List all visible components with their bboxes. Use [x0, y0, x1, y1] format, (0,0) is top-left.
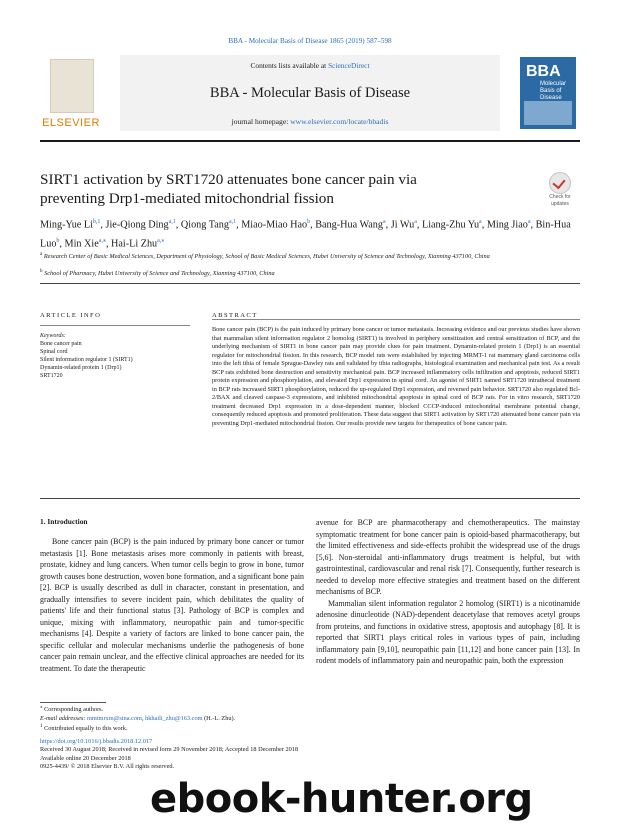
affiliation-rule: [40, 283, 580, 284]
check-updates-icon: [549, 172, 571, 194]
intro-paragraph-1: Bone cancer pain (BCP) is the pain induced by primary bone cancer or tumor metastasis [1]. Bone metastasis arises more commonly in patients with breast, prostate, kidney and lung cancers. When tumor cells begin to grow in bone, tumor growth causes bone destruction, woven bone formation, and a significant bone pain [2]. BCP is usually described as dull in character, constant in presentation, and gradually intensifies to severe incident pain, which debilitates the quality of patients' life and their functional status [3]. Pathology of BCP is complex and unique, mixing with inflammatory, neuropathic pain and tumor-specific mechanisms [4]. Despite a variety of factors are linked to bone cancer pain, the specific cellular and molecular mechanisms underlie the pathogenesis of bone cancer pain remain unclear, and the effective clinical approaches are needed for its treatment. To date the therapeutic: [40, 537, 304, 673]
author-affiliation-mark: a,1: [168, 219, 176, 225]
article-info-rule: [40, 325, 190, 326]
affiliation-text: Research Center of Basic Medical Sciences, Department of Physiology, School of Basic Medical Sciences, Hubei University of Science and Technology, Xianning 437100, China: [43, 253, 490, 261]
footnote-corresponding: ⁎ Corresponding authors.: [40, 705, 104, 714]
affiliation-a: [40, 251, 560, 261]
author-affiliation-mark: b: [56, 238, 60, 245]
author[interactable]: Miao-Miao Hao: [241, 219, 308, 231]
author-affiliation-mark: a,1: [228, 219, 237, 225]
footnote-email: [40, 715, 340, 723]
author-affiliation-mark: b: [307, 219, 311, 225]
affiliation-b: [40, 268, 560, 278]
cover-title: BBA: [526, 63, 561, 80]
received-dates: Received 30 August 2018; Received in revised form 29 November 2018; Accepted 18 December 2018: [40, 746, 299, 754]
article-info-heading: ARTICLE INFO: [40, 312, 102, 319]
equal-contribution-text: Contributed equally to this work.: [44, 725, 128, 732]
affiliation-text: School of Pharmacy, Hubei University of Science and Technology, Xianning 437100, China: [44, 270, 275, 278]
keyword: SRT1720: [40, 373, 63, 379]
intro-left-column: [40, 536, 304, 674]
footnote-equal: $^1$ Contributed equally to this work.: [40, 723, 128, 732]
author-affiliation-mark: a: [414, 219, 417, 225]
intro-paragraph-2: avenue for BCP are pharmacotherapy and chemotherapeutics. The mainstay symptomatic treatment for bone cancer pain is opioid-based pharmacotherapy, but the limited effectiveness and side-effects prohibit the widespread use of the drugs [5,6]. Non-steroidal anti-inflammatory drugs treatment is helpful, but with gastrointestinal, cardiovascular and renal risk [7]. Consequently, further research is needed to develop more effective strategies and treatment based on the different mechanisms of BCP.: [316, 518, 580, 596]
author-affiliation-mark: a,⁎: [157, 238, 165, 245]
intro-paragraph-3: Mammalian silent information regulator 2 homolog (SIRT1) is a nicotinamide adenosine dinucleotide (NAD)-dependent deacetylase that removes acetyl groups from proteins, and functions in oxidative stress, apoptosis and autophagy [8]. It is reported that SIRT1 plays critical roles in various types of pain, including inflammatory pain [9,10], neuropathic pain [11,12] and bone cancer pain [13]. In rodent models of inflammatory pain and neuropathic pain, both the expression: [316, 598, 580, 665]
email-link-1[interactable]: mmtmrxm@sina.com: [87, 714, 142, 722]
author-affiliation-mark: b,1: [92, 219, 101, 225]
cover-image: [524, 101, 572, 125]
elsevier-logo: [40, 59, 102, 129]
homepage-link[interactable]: www.elsevier.com/locate/bbadis: [290, 117, 389, 126]
footnote-rule: [40, 702, 106, 703]
affiliation-mark: a: [40, 252, 43, 257]
author[interactable]: Liang-Zhu Yu: [421, 219, 480, 231]
author-affiliation-mark: a: [479, 219, 482, 225]
email-separator: ,: [141, 714, 146, 722]
sciencedirect-link[interactable]: ScienceDirect: [328, 61, 370, 70]
watermark: ebook-hunter.org: [150, 776, 533, 822]
journal-cover: [520, 57, 576, 129]
abstract-bottom-rule: [40, 498, 580, 499]
elsevier-wordmark: ELSEVIER: [42, 117, 100, 129]
author[interactable]: Qiong Tang: [180, 219, 229, 231]
intro-right-column: [316, 517, 580, 667]
author[interactable]: Ming-Yue Li: [40, 219, 93, 231]
journal-reference[interactable]: BBA - Molecular Basis of Disease 1865 (2019) 587–598: [228, 37, 392, 45]
author[interactable]: Bang-Hua Wang: [315, 219, 383, 231]
keyword: Bone cancer pain: [40, 341, 82, 347]
available-online: Available online 20 December 2018: [40, 754, 131, 762]
author-affiliation-mark: a: [527, 219, 531, 225]
article-history: [40, 738, 370, 772]
footnotes: [40, 704, 340, 733]
email-suffix: (H.-L. Zhu).: [202, 714, 236, 722]
check-updates-line1: Check for: [549, 194, 571, 200]
copyright: 0925-4439/ © 2018 Elsevier B.V. All rights reserved.: [40, 763, 175, 771]
author-affiliation-mark: a,⁎: [98, 238, 106, 245]
author[interactable]: Min Xie: [64, 238, 99, 250]
contents-prefix: Contents lists available at: [250, 61, 329, 70]
header-rule: [40, 140, 580, 142]
author[interactable]: Jie-Qiong Ding: [105, 219, 169, 231]
article-info: [40, 312, 190, 380]
abstract-text: Bone cancer pain (BCP) is the pain induced by primary bone cancer or tumor metastasis. Increasing evidence and our previous studies have shown that mammalian silent information regulator 2 homolog (SIRT1) is involved in periphery sensitization and central sensitization of BCP, and the underlying mechanism of SIRT1 in bone cancer pain may provide clues for pain treatment. Dynamin-related protein 1 (Drp1) is an essential regulator for mitochondrial fission. In this research, BCP model rats were established by injecting MRMT-1 rat mammary gland carcinoma cells into the left tibia of female Sprague-Dawley rats and validated by tibia radiographs, histological examination and mechanical pain test. As a result BCP rats exhibited bone destruction and sensitivity mechanical pain. BCP increased inflammatory cells infiltration and apoptosis, reduced SIRT1 protein expression and phosphorylation, and elevated Drp1 expression in spinal cord. An agonist of SIRT1 named SRT1720 intrathecal treatment in BCP rats increased SIRT1 phosphorylation, reduced the up-regulated Drp1 expression, and reversed pain behavior. SRT1720 also regulated Bcl-2/BAX and cleaved caspase-3 expressions, and inhibited mitochondrial apoptosis in spinal cord of BCP rats. For in vitro research, SRT1720 treatment decreased Drp1 expression in a dose-dependent manner, blocked CCCP-induced mitochondrial membrane potential change, consequently reduced apoptosis and promoted proliferation. These data suggest that SIRT1 activation by SRT1720 attenuated bone cancer pain via preventing Drp1-mediated mitochondrial fission. Our results provide new targets for therapeutics of bone cancer pain.: [212, 326, 580, 428]
author[interactable]: Bin-Hua Luo: [40, 219, 571, 250]
journal-banner: [120, 55, 500, 131]
doi-link[interactable]: https://doi.org/10.1016/j.bbadis.2018.12.017: [40, 738, 153, 745]
homepage-line: [120, 117, 500, 126]
journal-header: [40, 55, 580, 133]
affiliation-mark: b: [40, 269, 43, 274]
check-updates-line2: updates: [551, 200, 569, 207]
intro-heading: 1. Introduction: [40, 517, 88, 526]
author-list: Ming-Yue Li$^{b,1}$, Jie-Qiong Ding$^{a,1}$, Qiong Tang$^{a,1}$, Miao-Miao Hao$^b$, Bang-Hua Wang$^a$, Ji Wu$^a$, Liang-Zhu Yu$^a$, Ming Jiao$^a$, Bin-Hua Luo$^b$, Min Xie$^{a,⁎}$, Hai-Li Zhu$^{a,⁎}$: [40, 219, 571, 250]
abstract: [212, 312, 580, 429]
abstract-heading: ABSTRACT: [212, 312, 258, 319]
keyword: Spinal cord: [40, 349, 68, 355]
keywords-label: Keywords:: [40, 333, 66, 339]
cover-subtitle: Molecular Basis of Disease: [540, 81, 567, 101]
author-affiliation-mark: a: [382, 219, 386, 225]
journal-title: BBA - Molecular Basis of Disease: [209, 85, 411, 101]
abstract-rule: [212, 319, 580, 320]
email-label: E-mail addresses:: [40, 714, 87, 722]
homepage-prefix: journal homepage:: [231, 117, 291, 126]
author[interactable]: Ming Jiao: [486, 219, 528, 231]
check-for-updates-badge[interactable]: [545, 172, 575, 206]
author[interactable]: Hai-Li Zhu: [111, 238, 158, 250]
article-title: SIRT1 activation by SRT1720 attenuates bone cancer pain via preventing Drp1-mediated mitochondrial fission: [40, 171, 417, 207]
corresponding-text: Corresponding authors.: [44, 706, 104, 714]
author[interactable]: Ji Wu: [390, 219, 415, 231]
contents-line: [120, 61, 500, 70]
elsevier-tree-icon: [50, 59, 94, 113]
keyword: Dynamin-related protein 1 (Drp1): [40, 365, 122, 371]
email-link-2[interactable]: hkhaili_zhu@163.com: [145, 714, 203, 722]
keyword: Silent information regulator 1 (SIRT1): [40, 357, 133, 363]
